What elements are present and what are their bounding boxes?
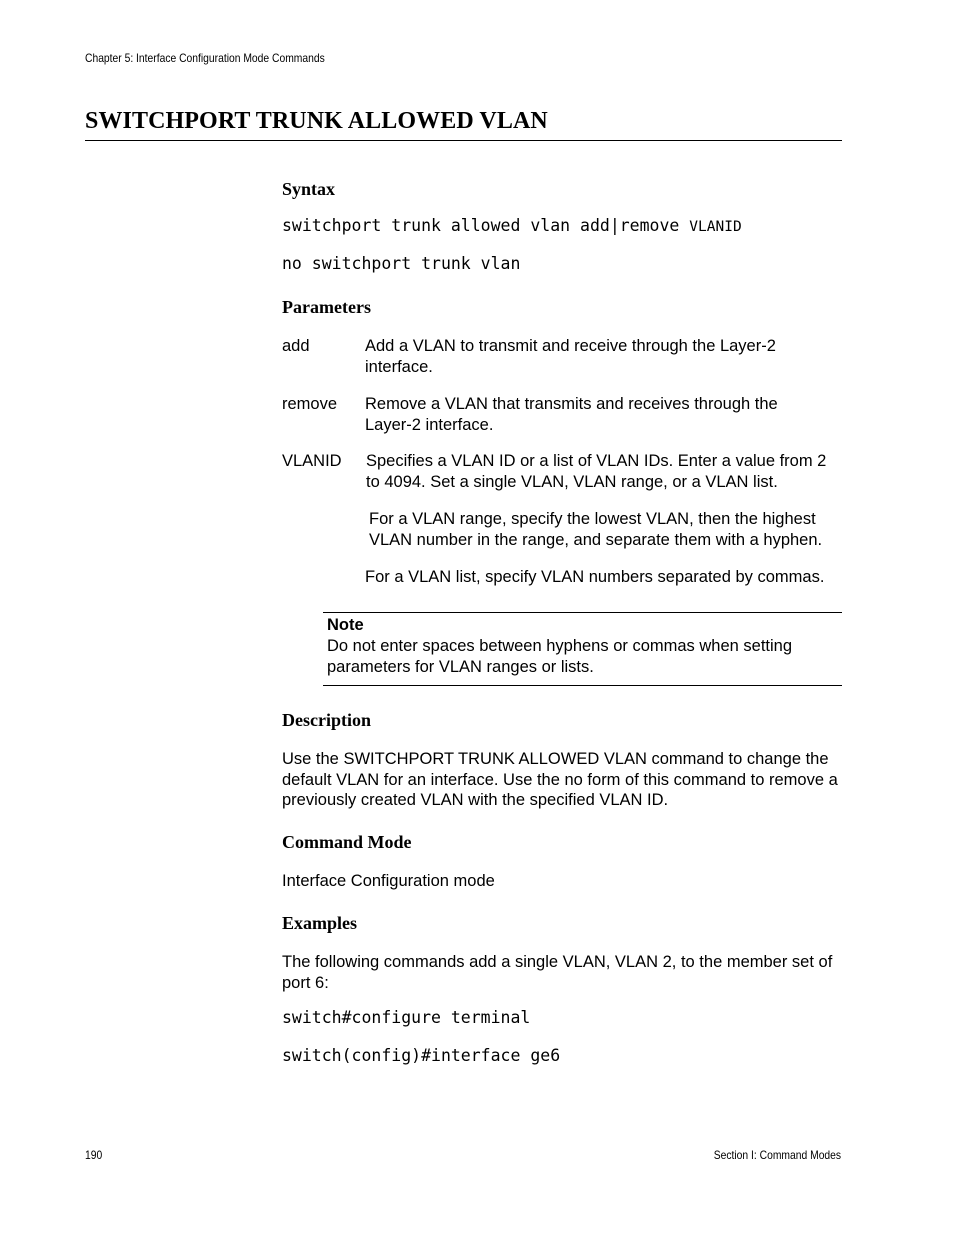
description-heading: Description xyxy=(282,710,371,730)
param-name-remove: remove xyxy=(282,395,338,413)
examples-intro: The following commands add a single VLAN, VLAN 2, to the member set of port 6: xyxy=(282,953,833,992)
syntax-line-2: no switchport trunk vlan xyxy=(282,254,521,273)
param-desc-add: Add a VLAN to transmit and receive through the Layer-2 interface. xyxy=(365,337,776,376)
param-desc-vlanid: Specifies a VLAN ID or a list of VLAN IDs. Enter a value from 2 to 4094. Set a single VLAN, VLAN range, or a VLAN list. xyxy=(366,452,827,491)
param-name-vlanid: VLANID xyxy=(282,452,342,470)
examples-heading: Examples xyxy=(282,913,358,933)
note-text: Do not enter spaces between hyphens or commas when setting parameters for VLAN ranges or lists. xyxy=(327,637,793,676)
chapter-header: Chapter 5: Interface Configuration Mode Commands xyxy=(85,51,325,65)
page-number: 190 xyxy=(85,1148,103,1162)
vlanid-list-note: For a VLAN list, specify VLAN numbers separated by commas. xyxy=(365,568,825,586)
syntax-line-1 xyxy=(282,216,742,235)
command-mode-heading: Command Mode xyxy=(282,832,412,852)
syntax-argument: VLANID xyxy=(689,219,742,235)
title-rule xyxy=(85,140,842,141)
parameters-heading: Parameters xyxy=(282,297,371,317)
command-mode-text: Interface Configuration mode xyxy=(282,872,495,890)
example-command-2: switch(config)#interface ge6 xyxy=(282,1046,561,1065)
syntax-command: switchport trunk allowed vlan add|remove xyxy=(282,216,690,235)
footer-section: Section I: Command Modes xyxy=(713,1148,841,1162)
vlanid-range-note: For a VLAN range, specify the lowest VLAN, then the highest VLAN number in the range, and separate them with a hyphen. xyxy=(369,510,823,549)
note-label: Note xyxy=(327,616,364,634)
page-title: SWITCHPORT TRUNK ALLOWED VLAN xyxy=(85,108,548,134)
param-desc-remove: Remove a VLAN that transmits and receives through the Layer-2 interface. xyxy=(365,395,778,434)
example-command-1: switch#configure terminal xyxy=(282,1008,531,1027)
syntax-heading: Syntax xyxy=(282,179,336,199)
param-name-add: add xyxy=(282,337,310,355)
description-text: Use the SWITCHPORT TRUNK ALLOWED VLAN command to change the default VLAN for an interface. Use the no form of this command to remove a previously created VLAN with the specified VLAN ID. xyxy=(282,750,838,809)
